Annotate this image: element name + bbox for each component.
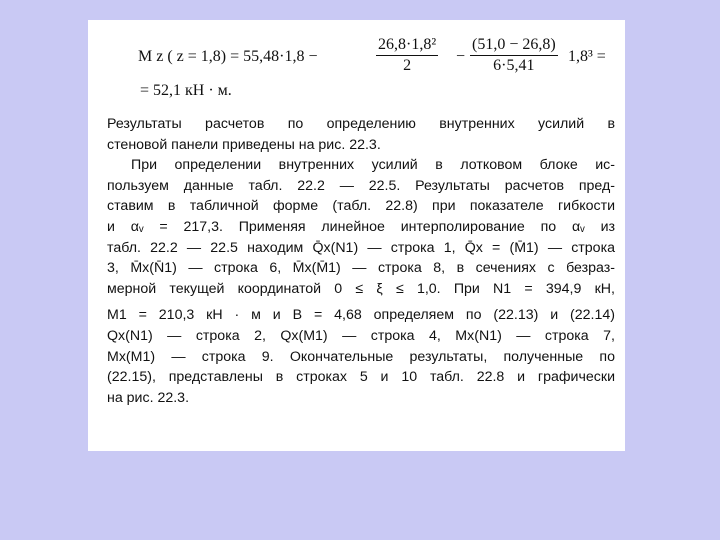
text-line: Mx(M1) — строка 9. Окончательные результаты, полученные по bbox=[107, 348, 615, 365]
text-line: мерной текущей координатой 0 ≤ ξ ≤ 1,0. При N1 = 394,9 кН, bbox=[107, 280, 615, 297]
fraction-1-numerator: 26,8·1,8² bbox=[376, 36, 438, 56]
formula-result: = 52,1 кН · м. bbox=[140, 82, 232, 99]
moment-formula bbox=[138, 32, 618, 102]
text-line: M1 = 210,3 кН · м и B = 4,68 определяем по (22.13) и (22.14) bbox=[107, 307, 615, 324]
text-line: ставим в табличной форме (табл. 22.8) при показателе гибкости bbox=[107, 198, 615, 215]
document-page bbox=[88, 20, 625, 451]
text-line: Результаты расчетов по определению внутренних усилий в bbox=[107, 116, 615, 132]
text-line: пользуем данные табл. 22.2 — 22.5. Результаты расчетов пред- bbox=[107, 177, 615, 194]
text-line: на рис. 22.3. bbox=[107, 389, 190, 406]
formula-fraction-2 bbox=[470, 36, 558, 75]
text-line: стеновой панели приведены на рис. 22.3. bbox=[107, 136, 381, 153]
text-line: Qx(N1) — строка 2, Qx(M1) — строка 4, Mx(N1) — строка 7, bbox=[107, 327, 615, 344]
formula-tail: 1,8³ = bbox=[568, 48, 606, 65]
text-line: При определении внутренних усилий в лотковом блоке ис- bbox=[131, 157, 615, 174]
paragraph-1 bbox=[107, 114, 615, 155]
formula-fraction-1 bbox=[376, 36, 438, 75]
text-line: (22.15), представлены в строках 5 и 10 табл. 22.8 и графически bbox=[107, 369, 615, 386]
formula-minus: − bbox=[456, 48, 466, 65]
text-line: табл. 22.2 — 22.5 находим Q̄x(N1) — строка 1, Q̄x = (M̄1) — строка bbox=[107, 239, 615, 256]
paragraph-3 bbox=[107, 305, 615, 408]
body-text bbox=[107, 114, 615, 408]
fraction-2-denominator: 6·5,41 bbox=[493, 57, 535, 74]
text-line: 3, M̄x(N̄1) — строка 6, M̄x(M̄1) — строка 8, в сечениях с безраз- bbox=[107, 260, 615, 277]
fraction-2-numerator: (51,0 − 26,8) bbox=[470, 36, 558, 56]
paragraph-2 bbox=[107, 155, 615, 299]
fraction-1-denominator: 2 bbox=[403, 57, 412, 74]
text-line: и αᵥ = 217,3. Применяя линейное интерполирование по αᵥ из bbox=[107, 218, 615, 235]
formula-lhs: M z ( z = 1,8) = 55,48·1,8 − bbox=[138, 48, 318, 65]
